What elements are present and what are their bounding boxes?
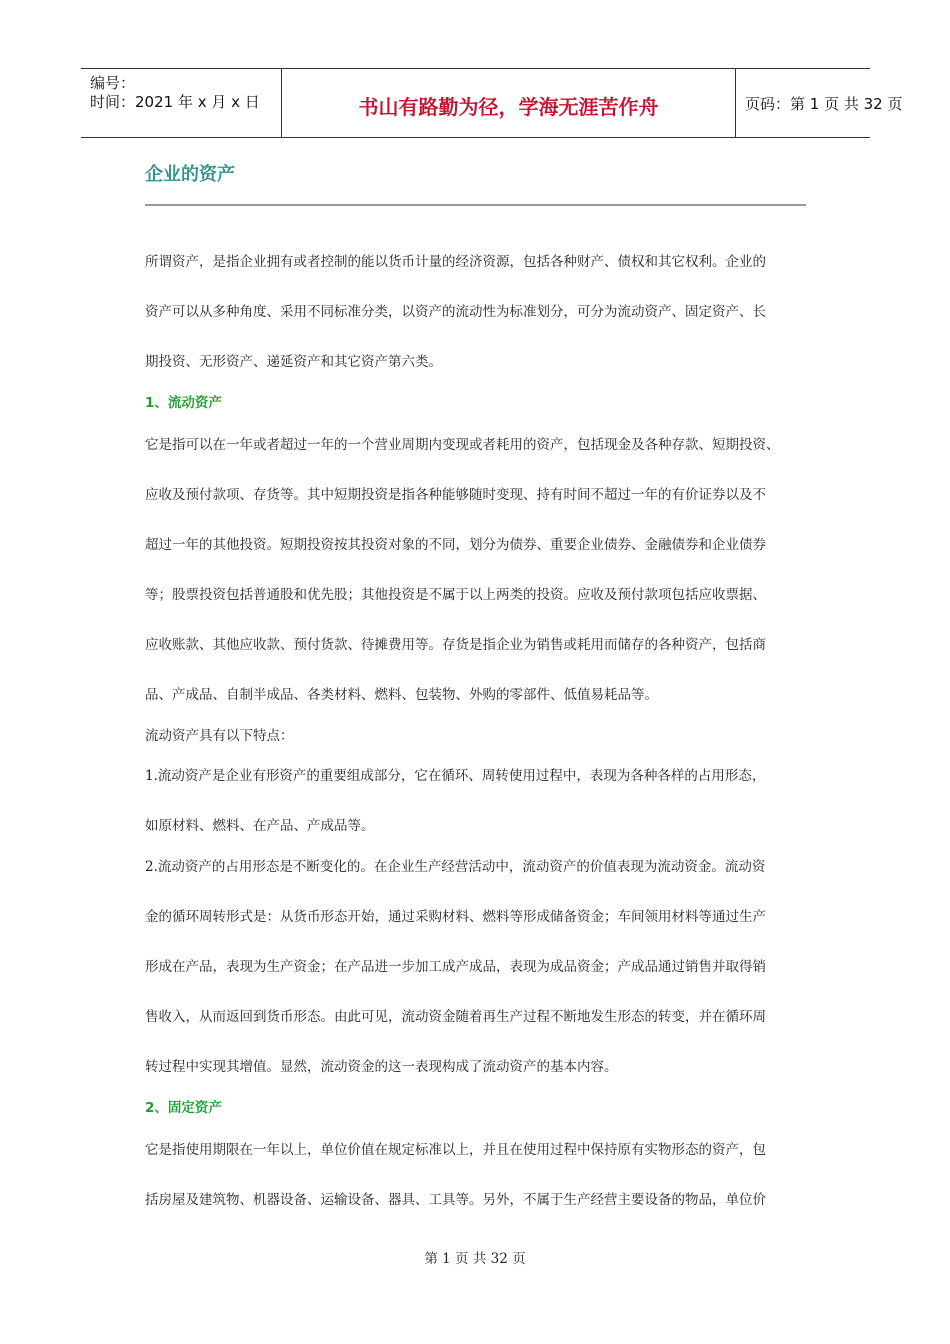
paragraph-line: 超过一年的其他投资。短期投资按其投资对象的不同，划分为债券、重要企业债券、金融债券和企业债券 <box>145 537 766 553</box>
paragraph-line: 品、产成品、自制半成品、各类材料、燃料、包装物、外购的零部件、低值易耗品等。 <box>145 687 658 703</box>
document-header <box>81 68 903 138</box>
point-line: 形成在产品，表现为生产资金；在产品进一步加工成产成品，表现为成品资金；产成品通过销售并取得销 <box>145 959 766 975</box>
point-line: 金的循环周转形式是：从货币形态开始，通过采购材料、燃料等形成储备资金；车间领用材料等通过生产 <box>145 909 766 925</box>
point-line: 售收入，从而返回到货币形态。由此可见，流动资金随着再生产过程不断地发生形态的转变，并在循环周 <box>145 1009 766 1025</box>
page-code: 页码：第 1 页 共 32 页 <box>745 95 903 113</box>
number-label: 编号： <box>90 74 136 92</box>
paragraph-line: 等；股票投资包括普通股和优先股；其他投资是不属于以上两类的投资。应收及预付款项包括应收票据、 <box>145 587 766 603</box>
header-motto-cell <box>281 69 736 137</box>
intro-line: 资产可以从多种角度、采用不同标准分类，以资产的流动性为标准划分，可分为流动资产、固定资产、长 <box>145 304 766 320</box>
section-heading-current-assets: 1、流动资产 <box>145 395 222 411</box>
features-intro: 流动资产具有以下特点： <box>145 728 294 744</box>
point-line: 2.流动资产的占用形态是不断变化的。在企业生产经营活动中，流动资产的价值表现为流动资金。流动资 <box>145 859 766 875</box>
page-footer: 第 1 页 共 32 页 <box>424 1251 526 1267</box>
page-title: 企业的资产 <box>145 164 235 185</box>
intro-line: 所谓资产，是指企业拥有或者控制的能以货币计量的经济资源，包括各种财产、债权和其它权利。企业的 <box>145 254 766 270</box>
paragraph-line: 括房屋及建筑物、机器设备、运输设备、器具、工具等。另外，不属于生产经营主要设备的物品，单位价 <box>145 1192 766 1208</box>
header-info-cell <box>81 69 281 137</box>
intro-line: 期投资、无形资产、递延资产和其它资产第六类。 <box>145 354 442 370</box>
motto-text: 书山有路勤为径，学海无涯苦作舟 <box>358 95 659 119</box>
point-line: 1.流动资产是企业有形资产的重要组成部分，它在循环、周转使用过程中，表现为各种各样的占用形态， <box>145 768 766 784</box>
time-label: 时间：2021 年 x 月 x 日 <box>90 93 260 111</box>
point-line: 如原材料、燃料、在产品、产成品等。 <box>145 818 375 834</box>
paragraph-line: 它是指可以在一年或者超过一年的一个营业周期内变现或者耗用的资产，包括现金及各种存款、短期投资、 <box>145 437 780 453</box>
paragraph-line: 它是指使用期限在一年以上，单位价值在规定标准以上，并且在使用过程中保持原有实物形态的资产，包 <box>145 1142 766 1158</box>
section-heading-fixed-assets: 2、固定资产 <box>145 1100 222 1116</box>
point-line: 转过程中实现其增值。显然，流动资金的这一表现构成了流动资产的基本内容。 <box>145 1059 618 1075</box>
title-divider <box>145 204 806 206</box>
paragraph-line: 应收账款、其他应收款、预付货款、待摊费用等。存货是指企业为销售或耗用而储存的各种资产，包括商 <box>145 637 766 653</box>
header-page-cell <box>735 69 903 137</box>
paragraph-line: 应收及预付款项、存货等。其中短期投资是指各种能够随时变现、持有时间不超过一年的有价证券以及不 <box>145 487 766 503</box>
